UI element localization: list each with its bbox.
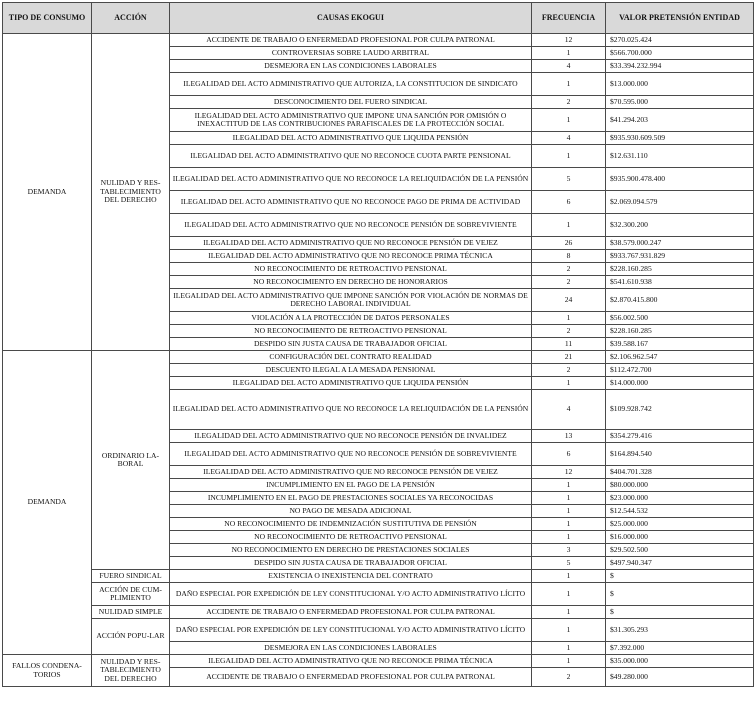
valor-cell: $ bbox=[606, 583, 754, 606]
frecuencia-cell: 1 bbox=[532, 583, 606, 606]
causa-cell: ILEGALIDAD DEL ACTO ADMINISTRATIVO QUE NO RECONOCE LA RELIQUIDACIÓN DE LA PENSIÓN bbox=[170, 390, 532, 430]
frecuencia-cell: 6 bbox=[532, 191, 606, 214]
causa-cell: INCUMPLIMIENTO EN EL PAGO DE PRESTACIONES SOCIALES YA RECONOCIDAS bbox=[170, 492, 532, 505]
causa-cell: ILEGALIDAD DEL ACTO ADMINISTRATIVO QUE IMPONE UNA SANCIÓN POR OMISIÓN O INEXACTITUD DE LAS CONTRIBUCIONES PARAFISCALES DE LA PROTECCIÓN SOCIAL bbox=[170, 109, 532, 132]
valor-cell: $2.870.415.800 bbox=[606, 289, 754, 312]
causa-cell: ILEGALIDAD DEL ACTO ADMINISTRATIVO QUE LIQUIDA PENSIÓN bbox=[170, 377, 532, 390]
causa-cell: DAÑO ESPECIAL POR EXPEDICIÓN DE LEY CONSTITUCIONAL Y/O ACTO ADMINISTRATIVO LÍCITO bbox=[170, 583, 532, 606]
accion-cell: NULIDAD Y RES-TABLECIMIENTO DEL DERECHO bbox=[92, 655, 170, 687]
valor-cell: $12.544.532 bbox=[606, 505, 754, 518]
valor-cell: $12.631.110 bbox=[606, 145, 754, 168]
causa-cell: ILEGALIDAD DEL ACTO ADMINISTRATIVO QUE NO RECONOCE PAGO DE PRIMA DE ACTIVIDAD bbox=[170, 191, 532, 214]
header-row bbox=[3, 3, 754, 34]
frecuencia-cell: 5 bbox=[532, 168, 606, 191]
frecuencia-cell: 1 bbox=[532, 73, 606, 96]
valor-cell: $228.160.285 bbox=[606, 263, 754, 276]
header-accion: ACCIÓN bbox=[92, 3, 170, 34]
table-row bbox=[3, 606, 754, 619]
accion-cell: ACCIÓN POPU-LAR bbox=[92, 619, 170, 655]
frecuencia-cell: 2 bbox=[532, 364, 606, 377]
frecuencia-cell: 5 bbox=[532, 557, 606, 570]
valor-cell: $566.700.000 bbox=[606, 47, 754, 60]
frecuencia-cell: 3 bbox=[532, 544, 606, 557]
table-row bbox=[3, 351, 754, 364]
causa-cell: DESPIDO SIN JUSTA CAUSA DE TRABAJADOR OFICIAL bbox=[170, 338, 532, 351]
valor-cell: $933.767.931.829 bbox=[606, 250, 754, 263]
table-body bbox=[3, 34, 754, 687]
frecuencia-cell: 6 bbox=[532, 443, 606, 466]
valor-cell: $2.069.094.579 bbox=[606, 191, 754, 214]
valor-cell: $41.294.203 bbox=[606, 109, 754, 132]
valor-cell: $109.928.742 bbox=[606, 390, 754, 430]
valor-cell: $80.000.000 bbox=[606, 479, 754, 492]
valor-cell: $70.595.000 bbox=[606, 96, 754, 109]
causa-cell: ILEGALIDAD DEL ACTO ADMINISTRATIVO QUE NO RECONOCE PENSIÓN DE VEJEZ bbox=[170, 466, 532, 479]
causa-cell: ILEGALIDAD DEL ACTO ADMINISTRATIVO QUE NO RECONOCE CUOTA PARTE PENSIONAL bbox=[170, 145, 532, 168]
valor-cell: $31.305.293 bbox=[606, 619, 754, 642]
frecuencia-cell: 1 bbox=[532, 518, 606, 531]
header-causa: CAUSAS EKOGUI bbox=[170, 3, 532, 34]
frecuencia-cell: 1 bbox=[532, 109, 606, 132]
valor-cell: $25.000.000 bbox=[606, 518, 754, 531]
causa-cell: ILEGALIDAD DEL ACTO ADMINISTRATIVO QUE NO RECONOCE PRIMA TÉCNICA bbox=[170, 655, 532, 668]
causa-cell: NO RECONOCIMIENTO DE RETROACTIVO PENSIONAL bbox=[170, 325, 532, 338]
header-valor: VALOR PRETENSIÓN ENTIDAD bbox=[606, 3, 754, 34]
frecuencia-cell: 12 bbox=[532, 34, 606, 47]
causa-cell: ILEGALIDAD DEL ACTO ADMINISTRATIVO QUE NO RECONOCE PENSIÓN DE INVALIDEZ bbox=[170, 430, 532, 443]
valor-cell: $49.280.000 bbox=[606, 668, 754, 687]
causa-cell: DESCUENTO ILEGAL A LA MESADA PENSIONAL bbox=[170, 364, 532, 377]
accion-cell: ACCIÓN DE CUM-PLIMIENTO bbox=[92, 583, 170, 606]
valor-cell: $404.701.328 bbox=[606, 466, 754, 479]
frecuencia-cell: 1 bbox=[532, 531, 606, 544]
causa-cell: DESMEJORA EN LAS CONDICIONES LABORALES bbox=[170, 60, 532, 73]
causa-cell: ACCIDENTE DE TRABAJO O ENFERMEDAD PROFESIONAL POR CULPA PATRONAL bbox=[170, 606, 532, 619]
frecuencia-cell: 1 bbox=[532, 479, 606, 492]
header-frecuencia: FRECUENCIA bbox=[532, 3, 606, 34]
causa-cell: NO RECONOCIMIENTO EN DERECHO DE PRESTACIONES SOCIALES bbox=[170, 544, 532, 557]
accion-cell: FUERO SINDICAL bbox=[92, 570, 170, 583]
valor-cell: $164.894.540 bbox=[606, 443, 754, 466]
causa-cell: ILEGALIDAD DEL ACTO ADMINISTRATIVO QUE NO RECONOCE PENSIÓN DE VEJEZ bbox=[170, 237, 532, 250]
table-row bbox=[3, 570, 754, 583]
frecuencia-cell: 1 bbox=[532, 606, 606, 619]
frecuencia-cell: 12 bbox=[532, 466, 606, 479]
causa-cell: ILEGALIDAD DEL ACTO ADMINISTRATIVO QUE NO RECONOCE PENSIÓN DE SOBREVIVIENTE bbox=[170, 214, 532, 237]
frecuencia-cell: 1 bbox=[532, 642, 606, 655]
frecuencia-cell: 2 bbox=[532, 263, 606, 276]
frecuencia-cell: 1 bbox=[532, 377, 606, 390]
valor-cell: $ bbox=[606, 570, 754, 583]
causa-cell: CONFIGURACIÓN DEL CONTRATO REALIDAD bbox=[170, 351, 532, 364]
frecuencia-cell: 8 bbox=[532, 250, 606, 263]
frecuencia-cell: 1 bbox=[532, 619, 606, 642]
valor-cell: $23.000.000 bbox=[606, 492, 754, 505]
valor-cell: $ bbox=[606, 606, 754, 619]
valor-cell: $39.588.167 bbox=[606, 338, 754, 351]
causa-cell: INCUMPLIMIENTO EN EL PAGO DE LA PENSIÓN bbox=[170, 479, 532, 492]
table-row bbox=[3, 655, 754, 668]
frecuencia-cell: 1 bbox=[532, 312, 606, 325]
valor-cell: $32.300.200 bbox=[606, 214, 754, 237]
causa-cell: DESMEJORA EN LAS CONDICIONES LABORALES bbox=[170, 642, 532, 655]
frecuencia-cell: 21 bbox=[532, 351, 606, 364]
valor-cell: $935.930.609.509 bbox=[606, 132, 754, 145]
causa-cell: NO RECONOCIMIENTO DE RETROACTIVO PENSIONAL bbox=[170, 263, 532, 276]
table-row bbox=[3, 34, 754, 47]
frecuencia-cell: 2 bbox=[532, 96, 606, 109]
valor-cell: $354.279.416 bbox=[606, 430, 754, 443]
frecuencia-cell: 24 bbox=[532, 289, 606, 312]
valor-cell: $13.000.000 bbox=[606, 73, 754, 96]
frecuencia-cell: 13 bbox=[532, 430, 606, 443]
valor-cell: $16.000.000 bbox=[606, 531, 754, 544]
frecuencia-cell: 1 bbox=[532, 47, 606, 60]
causa-cell: ILEGALIDAD DEL ACTO ADMINISTRATIVO QUE LIQUIDA PENSIÓN bbox=[170, 132, 532, 145]
frecuencia-cell: 4 bbox=[532, 390, 606, 430]
header-tipo: TIPO DE CONSUMO bbox=[3, 3, 92, 34]
causa-cell: ACCIDENTE DE TRABAJO O ENFERMEDAD PROFESIONAL POR CULPA PATRONAL bbox=[170, 34, 532, 47]
valor-cell: $14.000.000 bbox=[606, 377, 754, 390]
causa-cell: NO RECONOCIMIENTO DE RETROACTIVO PENSIONAL bbox=[170, 531, 532, 544]
causa-cell: DAÑO ESPECIAL POR EXPEDICIÓN DE LEY CONSTITUCIONAL Y/O ACTO ADMINISTRATIVO LÍCITO bbox=[170, 619, 532, 642]
valor-cell: $270.025.424 bbox=[606, 34, 754, 47]
causa-cell: NO RECONOCIMIENTO DE INDEMNIZACIÓN SUSTITUTIVA DE PENSIÓN bbox=[170, 518, 532, 531]
frecuencia-cell: 2 bbox=[532, 325, 606, 338]
causa-cell: EXISTENCIA O INEXISTENCIA DEL CONTRATO bbox=[170, 570, 532, 583]
frecuencia-cell: 26 bbox=[532, 237, 606, 250]
frecuencia-cell: 1 bbox=[532, 570, 606, 583]
valor-cell: $2.106.962.547 bbox=[606, 351, 754, 364]
causa-cell: DESCONOCIMIENTO DEL FUERO SINDICAL bbox=[170, 96, 532, 109]
table-row bbox=[3, 583, 754, 606]
causa-cell: ILEGALIDAD DEL ACTO ADMINISTRATIVO QUE NO RECONOCE PENSIÓN DE SOBREVIVIENTE bbox=[170, 443, 532, 466]
causa-cell: ILEGALIDAD DEL ACTO ADMINISTRATIVO QUE AUTORIZA, LA CONSTITUCION DE SINDICATO bbox=[170, 73, 532, 96]
causas-table bbox=[2, 2, 754, 687]
causa-cell: NO RECONOCIMIENTO EN DERECHO DE HONORARIOS bbox=[170, 276, 532, 289]
valor-cell: $56.002.500 bbox=[606, 312, 754, 325]
valor-cell: $541.610.938 bbox=[606, 276, 754, 289]
table-row bbox=[3, 619, 754, 642]
valor-cell: $38.579.000.247 bbox=[606, 237, 754, 250]
frecuencia-cell: 2 bbox=[532, 668, 606, 687]
valor-cell: $112.472.700 bbox=[606, 364, 754, 377]
frecuencia-cell: 1 bbox=[532, 492, 606, 505]
frecuencia-cell: 1 bbox=[532, 145, 606, 168]
causa-cell: ILEGALIDAD DEL ACTO ADMINISTRATIVO QUE NO RECONOCE PRIMA TÉCNICA bbox=[170, 250, 532, 263]
causa-cell: ACCIDENTE DE TRABAJO O ENFERMEDAD PROFESIONAL POR CULPA PATRONAL bbox=[170, 668, 532, 687]
frecuencia-cell: 1 bbox=[532, 655, 606, 668]
frecuencia-cell: 4 bbox=[532, 132, 606, 145]
frecuencia-cell: 4 bbox=[532, 60, 606, 73]
causa-cell: NO PAGO DE MESADA ADICIONAL bbox=[170, 505, 532, 518]
valor-cell: $7.392.000 bbox=[606, 642, 754, 655]
valor-cell: $29.502.500 bbox=[606, 544, 754, 557]
accion-cell: NULIDAD Y RES-TABLECIMIENTO DEL DERECHO bbox=[92, 34, 170, 351]
frecuencia-cell: 1 bbox=[532, 214, 606, 237]
tipo-consumo-cell: FALLOS CONDENA-TORIOS bbox=[3, 655, 92, 687]
valor-cell: $935.900.478.400 bbox=[606, 168, 754, 191]
document-page bbox=[2, 2, 753, 687]
valor-cell: $228.160.285 bbox=[606, 325, 754, 338]
frecuencia-cell: 11 bbox=[532, 338, 606, 351]
causa-cell: ILEGALIDAD DEL ACTO ADMINISTRATIVO QUE IMPONE SANCIÓN POR VIOLACIÓN DE NORMAS DE DERECHO LABORAL INDIVIDUAL bbox=[170, 289, 532, 312]
causa-cell: CONTROVERSIAS SOBRE LAUDO ARBITRAL bbox=[170, 47, 532, 60]
valor-cell: $33.394.232.994 bbox=[606, 60, 754, 73]
causa-cell: DESPIDO SIN JUSTA CAUSA DE TRABAJADOR OFICIAL bbox=[170, 557, 532, 570]
accion-cell: NULIDAD SIMPLE bbox=[92, 606, 170, 619]
frecuencia-cell: 1 bbox=[532, 505, 606, 518]
valor-cell: $497.940.347 bbox=[606, 557, 754, 570]
causa-cell: ILEGALIDAD DEL ACTO ADMINISTRATIVO QUE NO RECONOCE LA RELIQUIDACIÓN DE LA PENSIÓN bbox=[170, 168, 532, 191]
tipo-consumo-cell: DEMANDA bbox=[3, 351, 92, 655]
frecuencia-cell: 2 bbox=[532, 276, 606, 289]
accion-cell: ORDINARIO LA-BORAL bbox=[92, 351, 170, 570]
valor-cell: $35.000.000 bbox=[606, 655, 754, 668]
tipo-consumo-cell: DEMANDA bbox=[3, 34, 92, 351]
causa-cell: VIOLACIÓN A LA PROTECCIÓN DE DATOS PERSONALES bbox=[170, 312, 532, 325]
